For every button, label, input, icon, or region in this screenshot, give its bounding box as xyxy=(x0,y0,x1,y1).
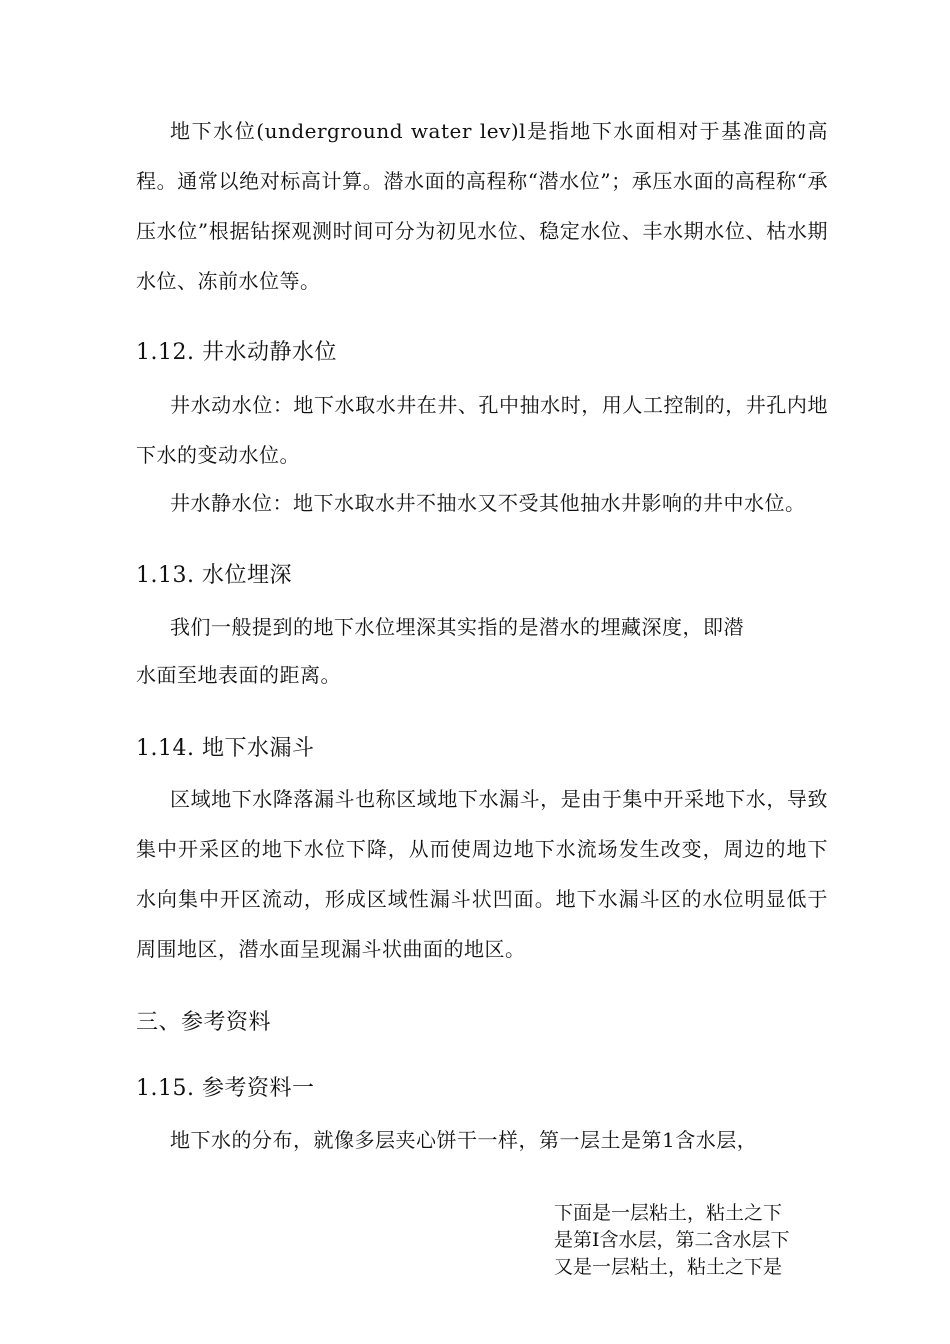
heading-1-13: 1.13. 水位埋深 xyxy=(136,563,292,588)
side-text-line: 下面是一层粘土，粘土之下 xyxy=(554,1202,783,1224)
paragraph-groundwater-funnel: 区域地下水降落漏斗也称区域地下水漏斗，是由于集中开采地下水，导致集中开采区的地下水位下降，从而使周边地下水流场发生改变，周边的地下水向集中开区流动，形成区域性漏斗状凹面。地下水漏斗区的水位明显低于周围地区，潜水面呈现漏斗状曲面的地区。 xyxy=(136,787,828,961)
side-text-line: 又是一层粘土，粘土之下是 xyxy=(554,1256,783,1278)
paragraph-depth-line-1: 我们一般提到的地下水位埋深其实指的是潜水的埋藏深度，即潜 xyxy=(170,615,744,639)
heading-1-12: 1.12. 井水动静水位 xyxy=(136,340,337,365)
paragraph-dynamic-water-level: 井水动水位：地下水取水井在井、孔中抽水时，用人工控制的，井孔内地下水的变动水位。 xyxy=(136,393,828,467)
side-text-line: 是第I含水层，第二含水层下 xyxy=(554,1229,790,1251)
heading-references: 三、参考资料 xyxy=(136,1010,272,1035)
side-text-block xyxy=(554,1200,834,1281)
paragraph-groundwater-level: 地下水位(underground water lev)l是指地下水面相对于基准面的高程。通常以绝对标高计算。潜水面的高程称“潜水位”；承压水面的高程称“承压水位”根据钻探观测时间可分为初见水位、稳定水位、丰水期水位、枯水期水位、冻前水位等。 xyxy=(136,119,828,293)
paragraph-depth-line-2: 水面至地表面的距离。 xyxy=(136,663,341,687)
paragraph-reference-1: 地下水的分布，就像多层夹心饼干一样，第一层土是第1含水层， xyxy=(170,1128,758,1152)
heading-1-14: 1.14. 地下水漏斗 xyxy=(136,736,315,761)
heading-1-15: 1.15. 参考资料一 xyxy=(136,1076,315,1101)
paragraph-static-water-level: 井水静水位：地下水取水井不抽水又不受其他抽水井影响的井中水位。 xyxy=(170,491,806,515)
